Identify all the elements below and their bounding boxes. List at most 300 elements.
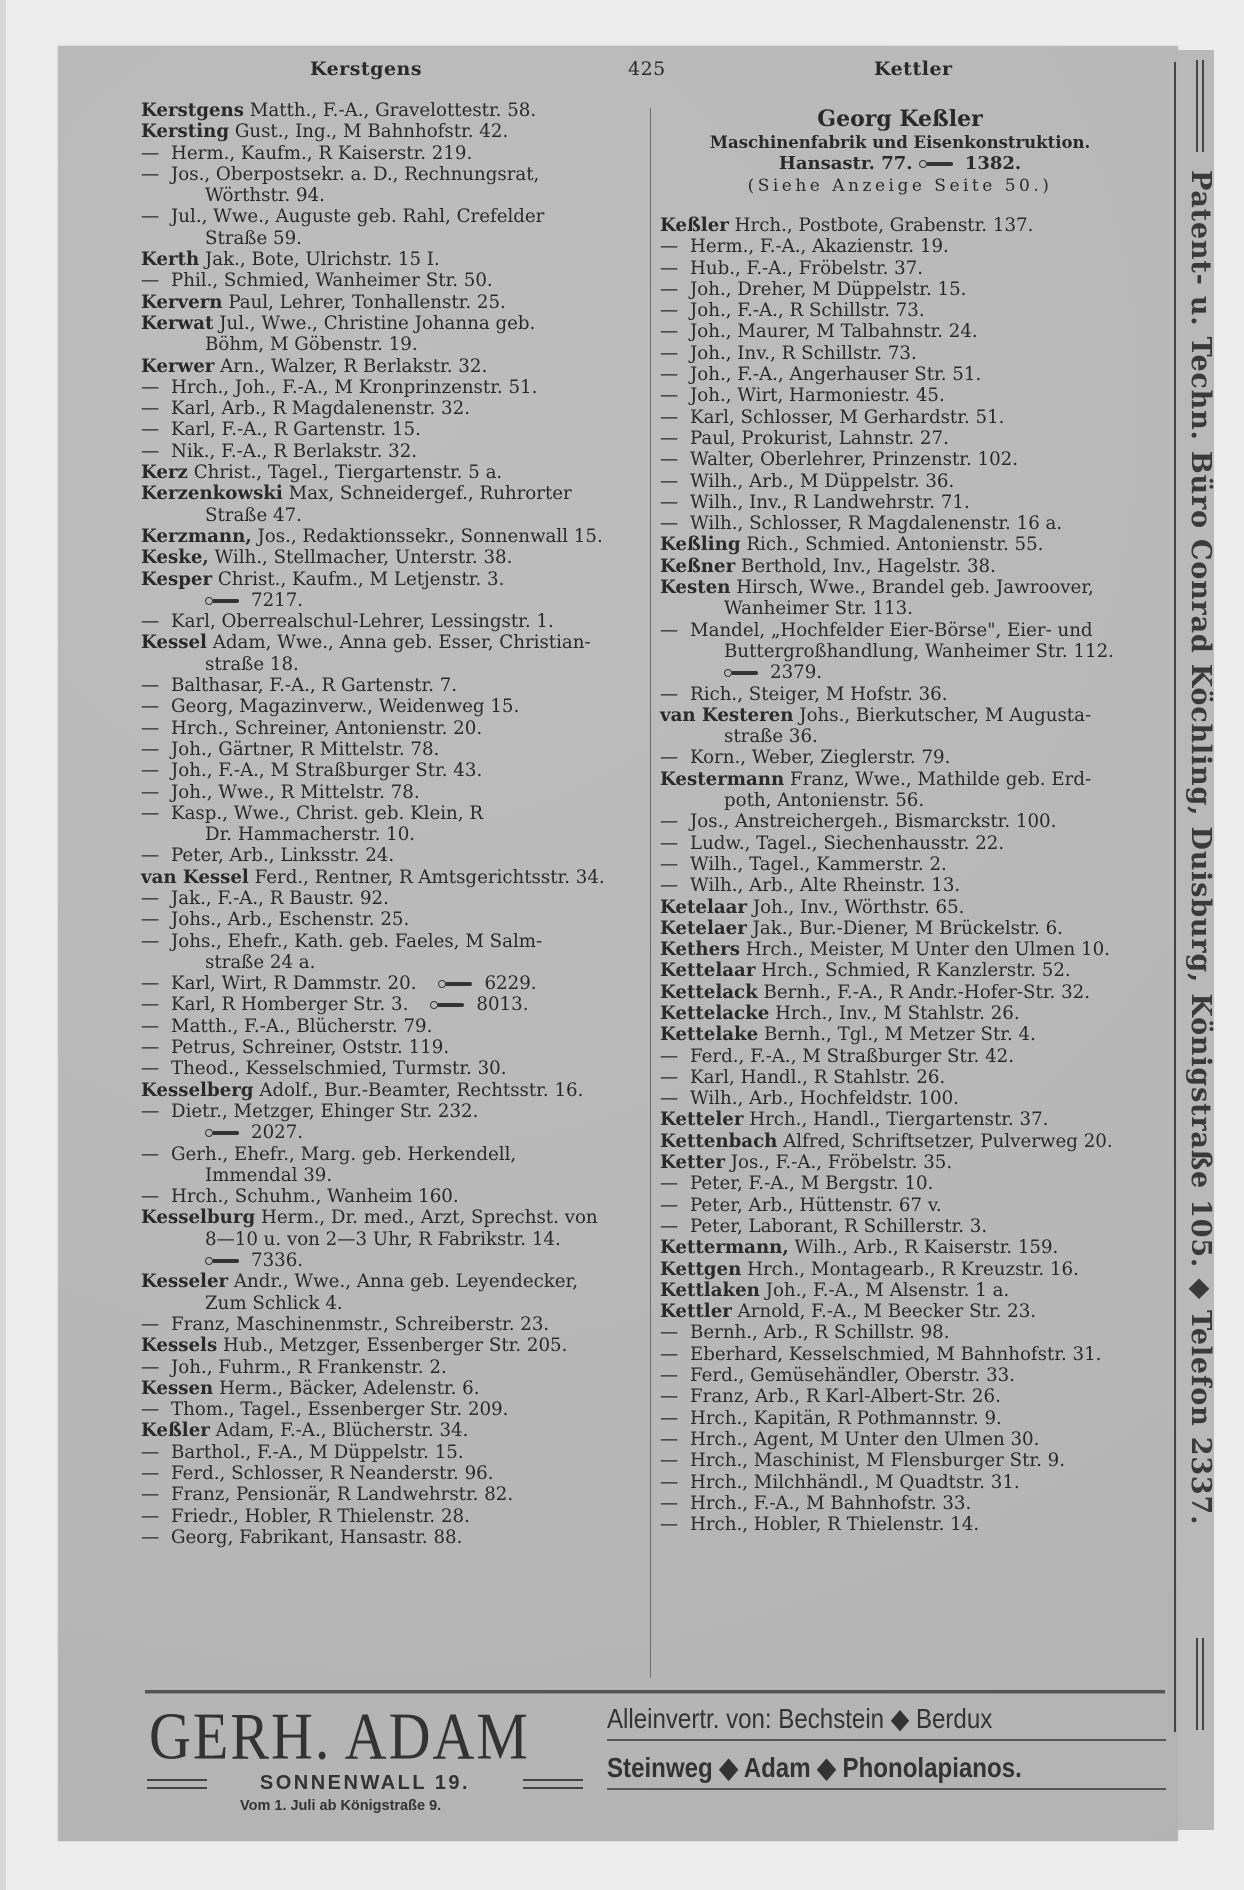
ditto-dash: — [660, 683, 679, 705]
entry-text: Jul., Wwe., Auguste geb. Rahl, Crefelder [171, 206, 545, 228]
entry-continuation [141, 1293, 656, 1314]
surname: Kerzmann, [141, 525, 252, 547]
entry-text: Hrch., Inv., M Stahlstr. 26. [775, 1002, 1020, 1024]
phone-number: 7336. [251, 1250, 304, 1272]
directory-subentry [660, 364, 1140, 385]
directory-subentry [660, 449, 1140, 470]
entry-continuation [141, 952, 656, 973]
directory-entry [141, 569, 656, 590]
ditto-dash: — [141, 675, 160, 697]
entry-text: Mandel, „Hochfelder Eier-Börse", Eier- und [690, 619, 1093, 641]
entry-text: Franz, Arb., R Karl-Albert-Str. 26. [690, 1386, 1001, 1408]
entry-text: Joh., Wwe., R Mittelstr. 78. [171, 781, 420, 803]
entry-text: Ferd., Gemüsehändler, Oberstr. 33. [690, 1365, 1016, 1387]
entry-text: Wilh., Arb., Hochfeldstr. 100. [690, 1088, 959, 1110]
entry-text: Hrch., F.-A., M Bahnhofstr. 33. [690, 1492, 972, 1514]
ditto-dash: — [660, 1471, 679, 1493]
entry-text: Paul, Prokurist, Lahnstr. 27. [690, 427, 949, 449]
surname: Keßner [660, 555, 736, 577]
entry-text: Hub., Metzger, Essenberger Str. 205. [222, 1335, 568, 1357]
directory-subentry [660, 684, 1140, 705]
entry-text: Jak., Bote, Ulrichstr. 15 I. [204, 249, 440, 271]
directory-subentry [660, 471, 1140, 492]
entry-text: Georg, Fabrikant, Hansastr. 88. [171, 1526, 463, 1548]
telephone-receiver-icon [919, 159, 957, 169]
footer-ad-brands [607, 1702, 1165, 1790]
surname: Keßler [141, 1420, 210, 1442]
entry-text: Jak., F.-A., R Baustr. 92. [171, 887, 389, 909]
entry-text: Franz, Wwe., Mathilde geb. Erd- [790, 768, 1092, 790]
entry-continuation [141, 1122, 656, 1143]
entry-text: Jos., Oberpostsekr. a. D., Rechnungsrat, [171, 163, 540, 185]
ditto-dash: — [660, 278, 679, 300]
entry-text: Bernh., F.-A., R Andr.-Hofer-Str. 32. [763, 981, 1090, 1003]
ditto-dash: — [660, 236, 679, 258]
entry-text: Hrch., Schreiner, Antonienstr. 20. [171, 717, 483, 739]
directory-entry [660, 1003, 1140, 1024]
surname: Ketelaer [660, 917, 747, 939]
directory-subentry [660, 1365, 1140, 1386]
ditto-dash: — [660, 449, 679, 471]
directory-subentry [141, 611, 656, 632]
entry-text: Karl, Arb., R Magdalenenstr. 32. [171, 398, 470, 420]
ditto-dash: — [660, 1343, 679, 1365]
ad-subtitle: Maschinenfabrik und Eisenkonstruktion. [709, 133, 1091, 152]
directory-subentry [141, 1186, 656, 1207]
entry-text: Karl, F.-A., R Gartenstr. 15. [171, 419, 421, 441]
surname: Kersting [141, 121, 230, 143]
entry-text: Joh., F.-A., M Straßburger Str. 43. [171, 760, 483, 782]
entry-text: Petrus, Schreiner, Oststr. 119. [171, 1037, 450, 1059]
phone-number: 6229. [484, 973, 537, 995]
surname: Kervern [141, 291, 223, 313]
directory-subentry [141, 1016, 656, 1037]
entry-text: Herm., F.-A., Akazienstr. 19. [690, 236, 949, 258]
directory-subentry [660, 1408, 1140, 1429]
ditto-dash: — [141, 270, 160, 292]
surname: Kesselburg [141, 1207, 256, 1229]
entry-text: Herm., Dr. med., Arzt, Sprechst. von [260, 1207, 598, 1229]
surname: Kerstgens [141, 100, 244, 121]
directory-entry [141, 483, 656, 504]
directory-subentry [141, 1506, 656, 1527]
surname: Ketteler [660, 1109, 744, 1131]
telephone-receiver-icon [438, 979, 476, 989]
ditto-dash: — [141, 738, 160, 760]
entry-text: Karl, Wirt, R Dammstr. 20. [171, 973, 417, 995]
ditto-dash: — [660, 257, 679, 279]
entry-continuation [141, 505, 656, 526]
entry-text: straße 18. [205, 653, 299, 675]
directory-entry [660, 1301, 1140, 1322]
ditto-dash: — [141, 1100, 160, 1122]
directory-subentry [141, 206, 656, 227]
directory-entry [141, 547, 656, 568]
ditto-dash: — [141, 1526, 160, 1548]
entry-text: Arn., Walzer, R Berlakstr. 32. [220, 355, 488, 377]
surname: Ketelaar [660, 896, 748, 918]
directory-subentry [660, 1493, 1140, 1514]
surname: Kessels [141, 1335, 218, 1357]
directory-subentry [141, 803, 656, 824]
directory-subentry [141, 760, 656, 781]
directory-subentry [660, 854, 1140, 875]
ditto-dash: — [660, 619, 679, 641]
directory-entry [141, 1271, 656, 1292]
ditto-dash: — [660, 1365, 679, 1387]
ditto-dash: — [660, 364, 679, 386]
directory-entry [141, 1378, 656, 1399]
ditto-dash: — [660, 1386, 679, 1408]
directory-subentry [660, 1216, 1140, 1237]
ditto-dash: — [141, 887, 160, 909]
ad-address: Hansastr. 77. [778, 153, 913, 174]
surname: Kesselberg [141, 1079, 254, 1101]
entry-text: Bernh., Tgl., M Metzer Str. 4. [764, 1024, 1036, 1046]
directory-subentry [141, 143, 656, 164]
directory-subentry [660, 747, 1140, 768]
directory-subentry [141, 718, 656, 739]
directory-entry [141, 292, 656, 313]
directory-subentry [660, 236, 1140, 257]
surname: Kettelake [660, 1024, 759, 1046]
entry-continuation [141, 654, 656, 675]
right-column-entries [660, 215, 1140, 1535]
directory-entry [660, 577, 1140, 598]
entry-text: Max, Schneidergef., Ruhrorter [288, 483, 572, 505]
entry-text: Adolf., Bur.-Beamter, Rechtsstr. 16. [259, 1079, 584, 1101]
directory-subentry [141, 845, 656, 866]
directory-subentry [660, 875, 1140, 896]
surname: Kettgen [660, 1258, 742, 1280]
entry-text: Hrch., Montagearb., R Kreuzstr. 16. [747, 1258, 1079, 1280]
double-rule-decoration [523, 1779, 583, 1789]
directory-subentry [660, 428, 1140, 449]
entry-text: Straße 47. [205, 504, 302, 526]
directory-entry [660, 1131, 1140, 1152]
entry-text: Hrch., Milchhändl., M Quadtstr. 31. [690, 1471, 1020, 1493]
directory-subentry [141, 1314, 656, 1335]
ditto-dash: — [660, 1514, 679, 1536]
directory-subentry [141, 696, 656, 717]
entry-text: Kasp., Wwe., Christ. geb. Klein, R [171, 802, 484, 824]
entry-text: Herm., Bäcker, Adelenstr. 6. [219, 1377, 480, 1399]
directory-subentry [141, 1484, 656, 1505]
surname: Kerzenkowski [141, 483, 283, 505]
entry-text: Gust., Ing., M Bahnhofstr. 42. [234, 121, 509, 143]
entry-text: Thom., Tagel., Essenberger Str. 209. [171, 1399, 509, 1421]
surname: Keske, [141, 547, 209, 569]
directory-entry [660, 982, 1140, 1003]
entry-text: Peter, Arb., Linksstr. 24. [171, 845, 395, 867]
entry-continuation [660, 790, 1140, 811]
entry-text: Adam, F.-A., Blücherstr. 34. [215, 1420, 469, 1442]
directory-entry [660, 918, 1140, 939]
directory-subentry [141, 1442, 656, 1463]
directory-subentry [660, 1472, 1140, 1493]
ditto-dash: — [660, 1215, 679, 1237]
ditto-dash: — [141, 163, 160, 185]
entry-text: Ferd., F.-A., M Straßburger Str. 42. [690, 1045, 1014, 1067]
directory-subentry [141, 1144, 656, 1165]
entry-text: Jos., F.-A., Fröbelstr. 35. [730, 1152, 953, 1174]
phone-number: 2027. [251, 1122, 304, 1144]
directory-entry [660, 960, 1140, 981]
entry-text: Böhm, M Göbenstr. 19. [205, 334, 418, 356]
ditto-dash: — [660, 1322, 679, 1344]
entry-text: Gerh., Ehefr., Marg. geb. Herkendell, [171, 1143, 517, 1165]
ditto-dash: — [660, 513, 679, 535]
surname: Kestermann [660, 768, 785, 790]
directory-subentry [660, 513, 1140, 534]
entry-continuation [660, 641, 1140, 662]
ditto-dash: — [660, 427, 679, 449]
directory-subentry [141, 931, 656, 952]
surname: Kettelaar [660, 960, 756, 982]
ditto-dash: — [660, 1450, 679, 1472]
entry-text: Hrch., Schmied, R Kanzlerstr. 52. [761, 960, 1071, 982]
entry-text: Joh., F.-A., R Schillstr. 73. [690, 300, 925, 322]
ditto-dash: — [141, 696, 160, 718]
directory-entry [660, 1237, 1140, 1258]
directory-entry [660, 1024, 1140, 1045]
directory-subentry [660, 1067, 1140, 1088]
directory-subentry [660, 1322, 1140, 1343]
footer-ad-address-row [147, 1772, 583, 1795]
directory-subentry [141, 398, 656, 419]
ditto-dash: — [660, 747, 679, 769]
directory-subentry [660, 833, 1140, 854]
directory-entry [660, 769, 1140, 790]
directory-entry [660, 1280, 1140, 1301]
ditto-dash: — [141, 994, 160, 1016]
entry-text: Hrch., Agent, M Unter den Ulmen 30. [690, 1428, 1040, 1450]
entry-text: Zum Schlick 4. [205, 1292, 343, 1314]
entry-text: Ludw., Tagel., Siechenhausstr. 22. [690, 832, 1005, 854]
ditto-dash: — [141, 1186, 160, 1208]
directory-subentry [141, 888, 656, 909]
catchword-left: Kerstgens [310, 58, 423, 80]
directory-entry [660, 897, 1140, 918]
entry-text: Dr. Hammacherstr. 10. [205, 824, 416, 846]
entry-text: Georg, Magazinverw., Weidenweg 15. [171, 696, 520, 718]
side-ad-text: Patent- u. Techn. Büro Conrad Köchling, Duisburg, Königstraße 105. ◆ Telefon 2337. [1185, 170, 1216, 1526]
surname: Kesseler [141, 1271, 229, 1293]
ditto-dash: — [660, 491, 679, 513]
scan-background-edge [0, 0, 6, 1890]
directory-entry [660, 939, 1140, 960]
ditto-dash: — [660, 811, 679, 833]
ditto-dash: — [660, 853, 679, 875]
ad-reference: (Siehe Anzeige Seite 50.) [747, 176, 1053, 196]
surname: Kerz [141, 462, 188, 484]
directory-subentry [660, 811, 1140, 832]
ditto-dash: — [660, 1045, 679, 1067]
directory-subentry [660, 1386, 1140, 1407]
entry-text: Joh., Maurer, M Talbahnstr. 24. [690, 321, 978, 343]
ditto-dash: — [660, 1194, 679, 1216]
directory-entry [141, 526, 656, 547]
entry-text: Wilh., Arb., R Kaiserstr. 159. [794, 1237, 1059, 1259]
entry-text: Jos., Redaktionssekr., Sonnenwall 15. [257, 525, 603, 547]
entry-continuation [660, 662, 1140, 683]
double-rule-decoration [1196, 1638, 1204, 1730]
entry-text: Wilh., Arb., M Düppelstr. 36. [690, 470, 955, 492]
footer-ad-address: SONNENWALL 19. [259, 1772, 471, 1794]
directory-subentry [660, 1514, 1140, 1535]
ditto-dash: — [141, 1037, 160, 1059]
directory-subentry [141, 164, 656, 185]
entry-text: Wilh., Arb., Alte Rheinstr. 13. [690, 875, 961, 897]
directory-subentry [660, 1344, 1140, 1365]
entry-text: Nik., F.-A., R Berlakstr. 32. [171, 440, 418, 462]
ditto-dash: — [660, 406, 679, 428]
ditto-dash: — [141, 1441, 160, 1463]
directory-subentry [141, 1058, 656, 1079]
entry-text: Johs., Arb., Eschenstr. 25. [171, 909, 410, 931]
entry-text: Wilh., Tagel., Kammerstr. 2. [690, 853, 947, 875]
entry-text: Adam, Wwe., Anna geb. Esser, Christian- [212, 632, 591, 654]
entry-text: Jul., Wwe., Christine Johanna geb. [219, 312, 536, 334]
ditto-dash: — [141, 802, 160, 824]
directory-subentry [660, 620, 1140, 641]
entry-text: Jak., Bur.-Diener, M Brückelstr. 6. [752, 917, 1063, 939]
surname: Kessel [141, 632, 207, 654]
ditto-dash: — [141, 206, 160, 228]
entry-text: Andr., Wwe., Anna geb. Leyendecker, [233, 1271, 579, 1293]
directory-subentry [660, 321, 1140, 342]
directory-subentry [141, 441, 656, 462]
ditto-dash: — [660, 1492, 679, 1514]
phone-number: 8013. [476, 994, 529, 1016]
entry-text: Karl, Oberrealschul-Lehrer, Lessingstr. 1. [171, 611, 554, 633]
entry-text: Hrch., Hobler, R Thielenstr. 14. [690, 1514, 980, 1536]
directory-subentry [141, 909, 656, 930]
entry-text: Ferd., Rentner, R Amtsgerichtsstr. 34. [254, 866, 605, 888]
surname: Kessen [141, 1377, 214, 1399]
entry-text: Alfred, Schriftsetzer, Pulverweg 20. [783, 1130, 1113, 1152]
surname: Kettler [660, 1301, 732, 1323]
entry-text: Dietr., Metzger, Ehinger Str. 232. [171, 1100, 479, 1122]
surname: Kesper [141, 568, 213, 590]
page-number: 425 [628, 58, 666, 80]
entry-text: Joh., Fuhrm., R Frankenstr. 2. [171, 1356, 447, 1378]
surname: Kerwat [141, 312, 214, 334]
directory-subentry [660, 258, 1140, 279]
footer-ad-name: GERH. ADAM [149, 1698, 530, 1774]
directory-subentry [660, 343, 1140, 364]
ditto-dash: — [141, 1058, 160, 1080]
entry-text: 8—10 u. von 2—3 Uhr, R Fabrikstr. 14. [205, 1228, 561, 1250]
entry-text: Christ., Tagel., Tiergartenstr. 5 a. [193, 462, 503, 484]
directory-subentry [660, 1046, 1140, 1067]
directory-entry [141, 121, 656, 142]
ditto-dash: — [660, 300, 679, 322]
entry-continuation [141, 334, 656, 355]
ditto-dash: — [141, 909, 160, 931]
telephone-receiver-icon [430, 1000, 468, 1010]
entry-text: Christ., Kaufm., M Letjenstr. 3. [217, 568, 505, 590]
entry-text: Theod., Kesselschmied, Turmstr. 30. [171, 1058, 507, 1080]
directory-subentry [660, 492, 1140, 513]
surname: Keßling [660, 534, 741, 556]
double-rule-decoration [147, 1779, 207, 1789]
entry-text: Wilh., Stellmacher, Unterstr. 38. [214, 547, 513, 569]
ditto-dash: — [141, 611, 160, 633]
surname: Kettenbach [660, 1130, 778, 1152]
directory-entry [660, 1152, 1140, 1173]
directory-entry [660, 705, 1140, 726]
entry-text: Matth., F.-A., Gravelottestr. 58. [249, 100, 537, 121]
directory-subentry [141, 1399, 656, 1420]
entry-text: straße 36. [724, 726, 818, 748]
directory-entry [141, 867, 656, 888]
ditto-dash: — [141, 398, 160, 420]
entry-text: Wilh., Inv., R Landwehrstr. 71. [690, 491, 970, 513]
ditto-dash: — [141, 1143, 160, 1165]
directory-subentry [141, 1357, 656, 1378]
ditto-dash: — [141, 781, 160, 803]
directory-entry [141, 356, 656, 377]
ditto-dash: — [660, 1428, 679, 1450]
entry-text: Straße 59. [205, 227, 302, 249]
ditto-dash: — [141, 760, 160, 782]
entry-text: Matth., F.-A., Blücherstr. 79. [171, 1015, 433, 1037]
ditto-dash: — [141, 1484, 160, 1506]
surname: van Kesteren [660, 704, 794, 726]
directory-entry [141, 632, 656, 653]
entry-text: Korn., Weber, Zieglerstr. 79. [690, 747, 951, 769]
entry-text: Joh., Gärtner, R Mittelstr. 78. [171, 738, 440, 760]
ditto-dash: — [141, 1356, 160, 1378]
footer-ad-line1: Alleinvertr. von: Bechstein ◆ Berdux [607, 1702, 1166, 1741]
entry-text: Hrch., Postbote, Grabenstr. 137. [734, 215, 1034, 236]
surname: Kettermann, [660, 1237, 789, 1259]
entry-text: Karl, R Homberger Str. 3. [171, 994, 409, 1016]
entry-continuation [141, 185, 656, 206]
directory-entry [141, 100, 656, 121]
entry-text: Jos., Anstreichergeh., Bismarckstr. 100. [690, 811, 1057, 833]
directory-entry [141, 1080, 656, 1101]
directory-subentry [141, 1527, 656, 1548]
ditto-dash: — [141, 1505, 160, 1527]
directory-subentry [141, 675, 656, 696]
ditto-dash: — [660, 1088, 679, 1110]
footer-ad-line2: Steinweg ◆ Adam ◆ Phonolapianos. [607, 1751, 1166, 1790]
ditto-dash: — [141, 717, 160, 739]
entry-text: Joh., Inv., R Schillstr. 73. [690, 342, 917, 364]
telephone-receiver-icon [205, 596, 243, 606]
ditto-dash: — [141, 419, 160, 441]
entry-text: Hrch., Schuhm., Wanheim 160. [171, 1186, 459, 1208]
entry-text: Johs., Bierkutscher, M Augusta- [799, 704, 1092, 726]
entry-text: Buttergroßhandlung, Wanheimer Str. 112. [724, 640, 1114, 662]
surname: Kettelack [660, 981, 758, 1003]
entry-continuation [141, 1250, 656, 1271]
entry-text: Joh., Inv., Wörthstr. 65. [752, 896, 965, 918]
entry-text: Hrch., Maschinist, M Flensburger Str. 9. [690, 1450, 1066, 1472]
entry-text: Ferd., Schlosser, R Neanderstr. 96. [171, 1463, 494, 1484]
ditto-dash: — [141, 440, 160, 462]
directory-subentry [141, 1101, 656, 1122]
georg-kessler-ad [660, 106, 1140, 197]
ditto-dash: — [660, 1066, 679, 1088]
entry-text: Joh., Wirt, Harmoniestr. 45. [690, 385, 945, 407]
surname: Kerwer [141, 355, 215, 377]
entry-continuation [141, 228, 656, 249]
entry-text: Balthasar, F.-A., R Gartenstr. 7. [171, 675, 458, 697]
surname: Kettlaken [660, 1279, 760, 1301]
